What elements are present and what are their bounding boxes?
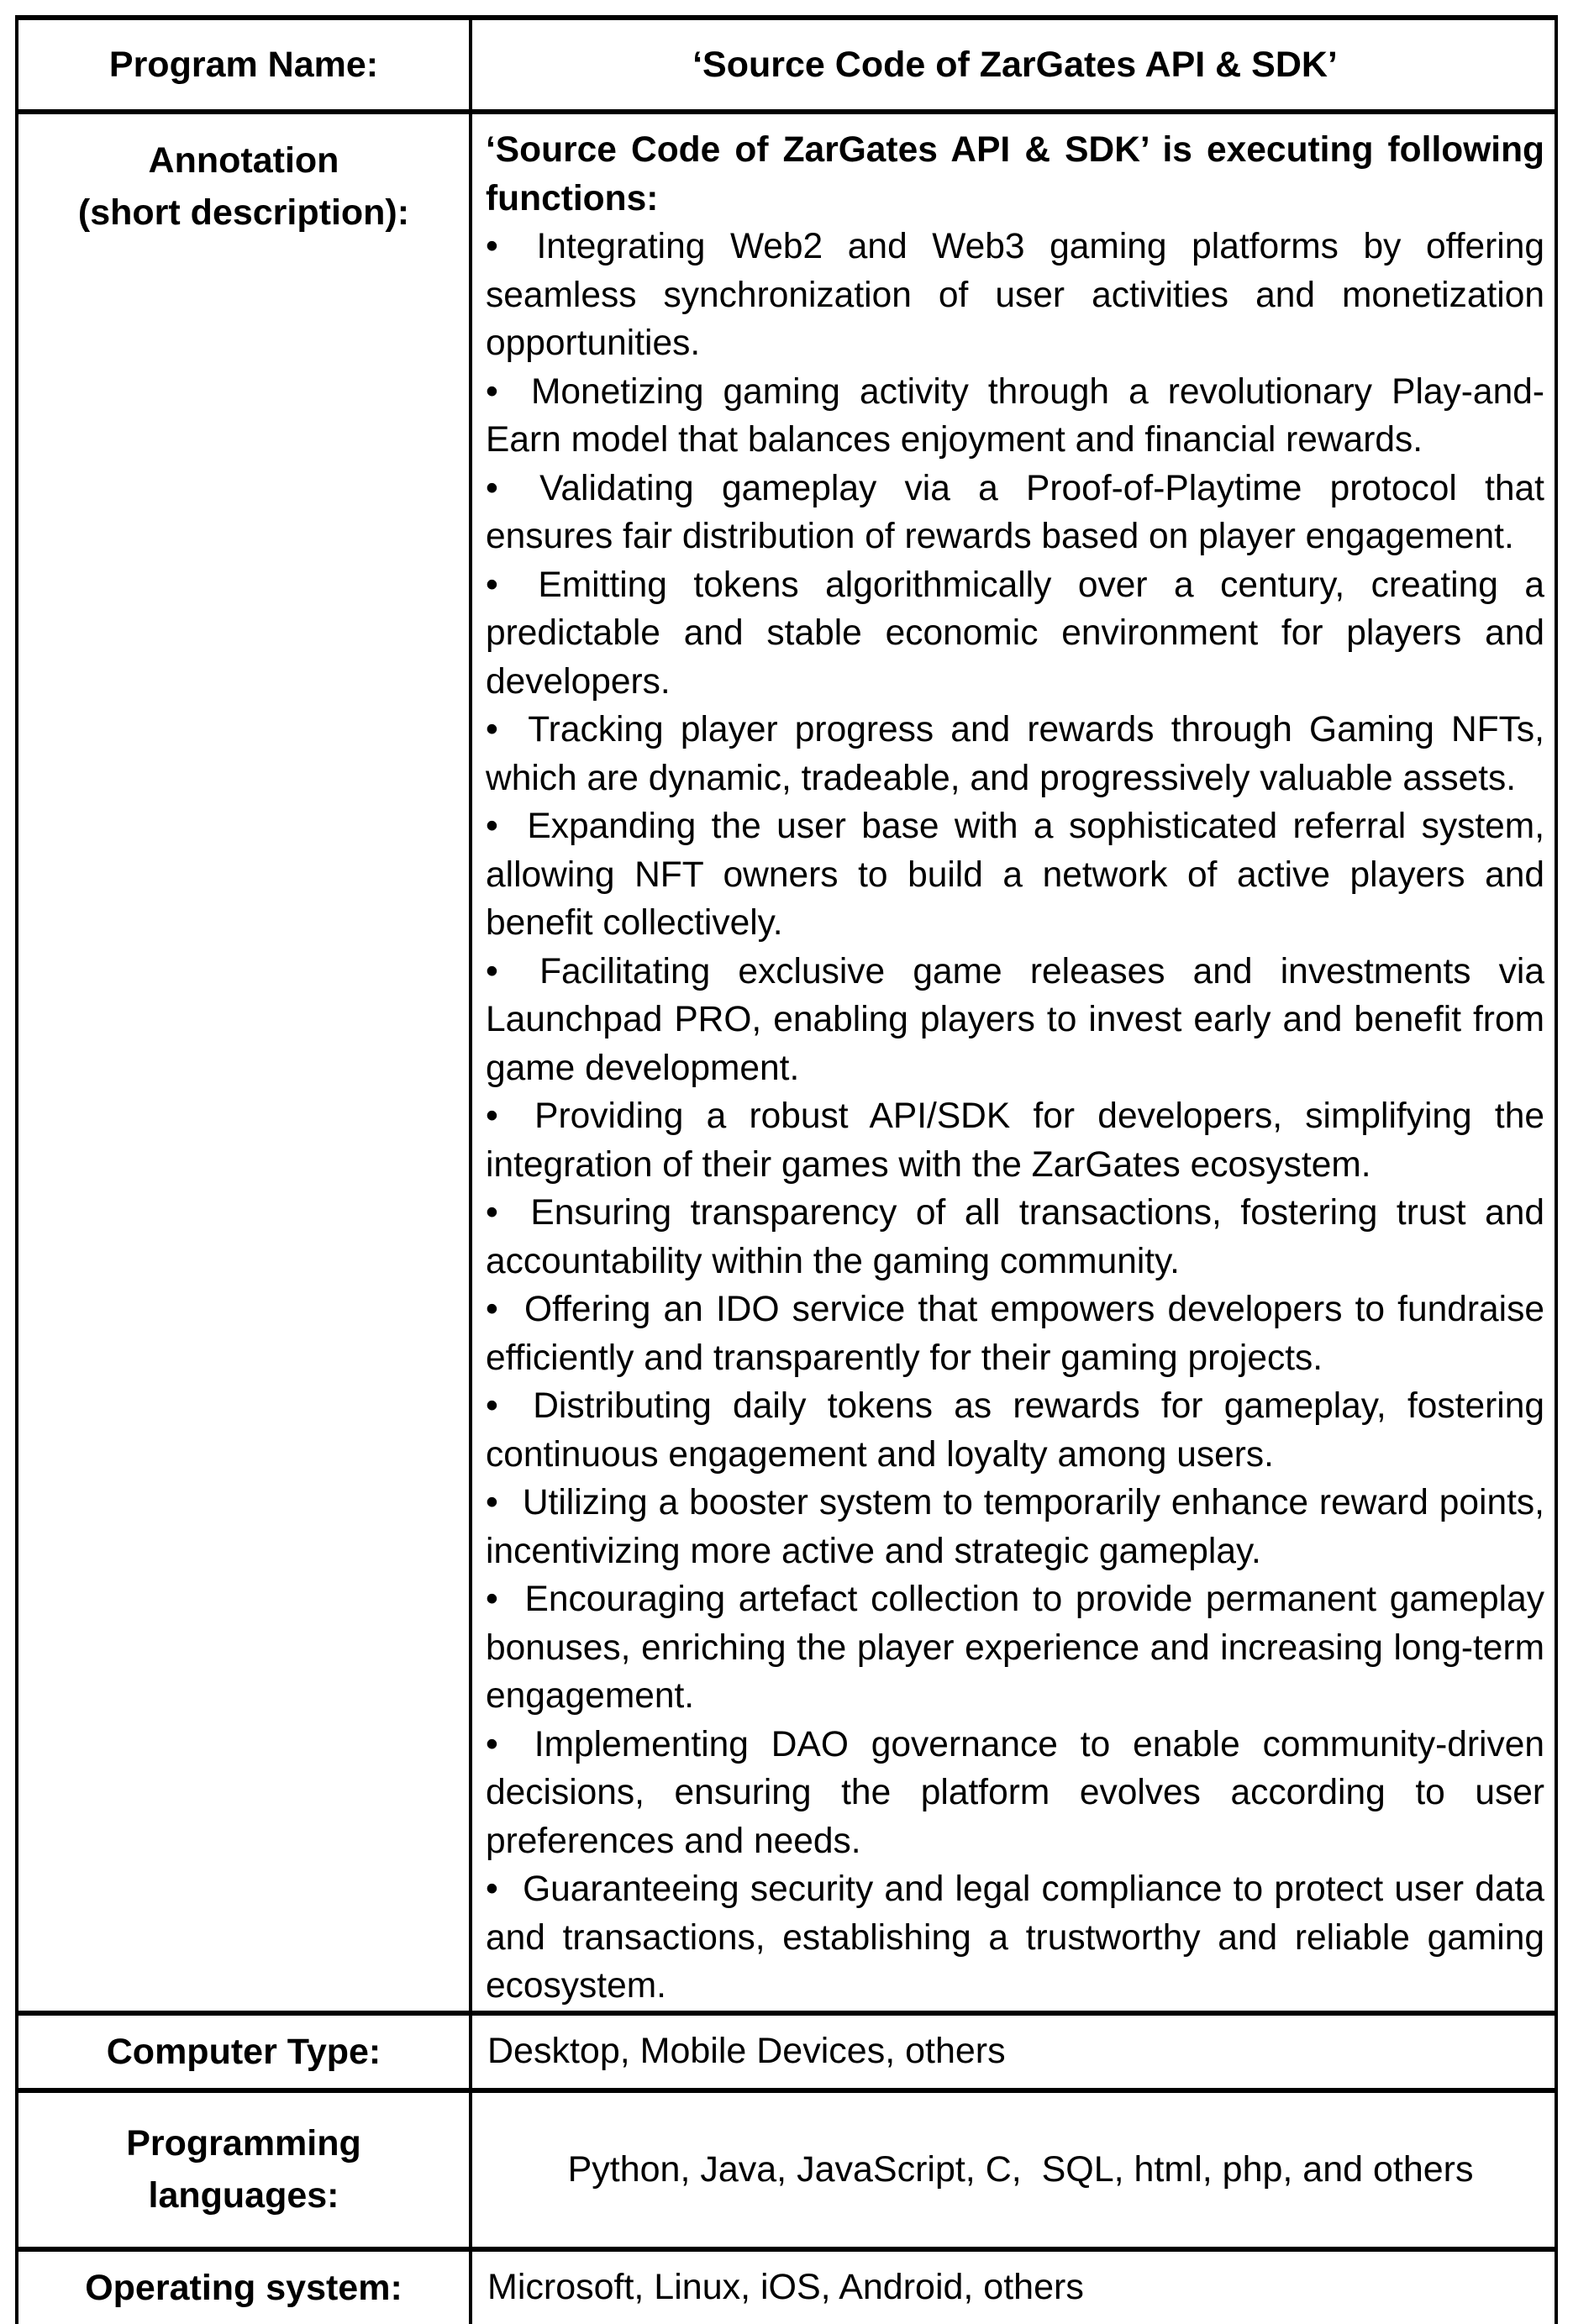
bullet-glyph: • — [486, 227, 498, 266]
computer-type-value-cell — [471, 2013, 1556, 2090]
bullet-glyph: • — [486, 1483, 498, 1522]
bullet-text: Guaranteeing security and legal compliance to protect user data and transactions, establishing a trustworthy and reliable gaming ecosystem. — [486, 1869, 1544, 2006]
bullet-glyph: • — [486, 371, 498, 412]
bullet-text: Providing a robust API/SDK for developers, simplifying the integration of their games with the ZarGates ecosystem. — [486, 1096, 1545, 1185]
bullet-glyph: • — [486, 468, 498, 508]
bullet-text: Monetizing gaming activity through a revolutionary Play-and-Earn model that balances enjoyment and financial rewards. — [486, 371, 1544, 460]
row-annotation — [17, 112, 1556, 2013]
annotation-label-line1: Annotation — [148, 140, 339, 181]
bullet-item — [486, 1286, 1544, 1382]
bullet-item — [486, 1382, 1544, 1479]
program-name-label: Program Name: — [108, 45, 379, 85]
computer-type-label: Computer Type: — [106, 2031, 381, 2072]
programming-languages-value-cell — [471, 2090, 1556, 2249]
bullet-glyph: • — [486, 710, 498, 749]
program-name-value-cell — [471, 18, 1556, 112]
bullet-text: Utilizing a booster system to temporarily enhance reward points, incentivizing more active and strategic gameplay. — [486, 1483, 1544, 1571]
bullet-item — [486, 1721, 1544, 1866]
bullet-glyph: • — [486, 565, 498, 605]
bullet-item — [486, 223, 1544, 368]
bullet-item — [486, 706, 1544, 802]
bullet-glyph: • — [486, 1580, 498, 1619]
operating-system-value-cell — [471, 2249, 1556, 2324]
bullet-text: Integrating Web2 and Web3 gaming platforms by offering seamless synchronization of user activities and monetization opportunities. — [486, 227, 1545, 363]
bullet-text: Distributing daily tokens as rewards for gameplay, fostering continuous engagement and loyalty among users. — [486, 1386, 1544, 1475]
row-program-name — [17, 18, 1556, 112]
programming-languages-label-cell — [17, 2090, 471, 2249]
bullet-text: Encouraging artefact collection to provide permanent gameplay bonuses, enriching the player experience and increasing long-term engagement. — [486, 1580, 1544, 1716]
bullet-item — [486, 802, 1544, 948]
bullet-glyph: • — [486, 1724, 498, 1764]
operating-system-label: Operating system: — [85, 2267, 402, 2308]
operating-system-value: Microsoft, Linux, iOS, Android, others — [487, 2267, 1084, 2307]
computer-type-value: Desktop, Mobile Devices, others — [487, 2031, 1006, 2071]
bullet-glyph: • — [486, 807, 498, 846]
row-computer-type — [17, 2013, 1556, 2090]
bullet-item — [486, 948, 1544, 1093]
programming-languages-label: Programming languages: — [126, 2123, 361, 2216]
bullet-text: Implementing DAO governance to enable community-driven decisions, ensuring the platform evolves according to user preferences and needs. — [486, 1724, 1544, 1861]
bullet-item — [486, 1189, 1544, 1286]
bullet-glyph: • — [486, 1193, 498, 1233]
row-operating-system — [17, 2249, 1556, 2324]
bullet-item — [486, 1865, 1544, 2011]
bullet-glyph: • — [486, 1096, 498, 1136]
row-programming-languages — [17, 2090, 1556, 2249]
bullet-item — [486, 1479, 1544, 1575]
annotation-label-line2: (short description): — [77, 192, 410, 233]
annotation-label-cell — [17, 112, 471, 2013]
bullet-text: Expanding the user base with a sophisticated referral system, allowing NFT owners to build a network of active players and benefit collectively. — [486, 807, 1544, 943]
operating-system-label-cell — [17, 2249, 471, 2324]
bullet-text: Emitting tokens algorithmically over a century, creating a predictable and stable economic environment for players and developers. — [486, 565, 1544, 702]
bullet-item — [486, 561, 1544, 707]
annotation-intro: ‘Source Code of ZarGates API & SDK’ is executing following functions: — [486, 130, 1544, 218]
bullet-text: Facilitating exclusive game releases and investments via Launchpad PRO, enabling players to invest early and benefit from game development. — [486, 951, 1545, 1088]
annotation-value-cell — [471, 112, 1556, 2013]
program-name-label-cell — [17, 18, 471, 112]
program-name-value: ‘Source Code of ZarGates API & SDK’ — [692, 44, 1338, 85]
bullet-text: Tracking player progress and rewards through Gaming NFTs, which are dynamic, tradeable, and progressively valuable assets. — [486, 710, 1544, 798]
bullet-glyph: • — [486, 1386, 498, 1426]
program-spec-table — [15, 15, 1558, 2324]
bullet-glyph: • — [486, 951, 498, 991]
bullet-glyph: • — [486, 1290, 498, 1329]
computer-type-label-cell — [17, 2013, 471, 2090]
bullet-text: Offering an IDO service that empowers developers to fundraise efficiently and transparently for their gaming projects. — [486, 1290, 1544, 1378]
bullet-glyph: • — [486, 1869, 498, 1909]
bullet-item — [486, 465, 1544, 561]
bullet-item — [486, 368, 1544, 465]
bullet-text: Ensuring transparency of all transactions, fostering trust and accountability within the gaming community. — [486, 1193, 1545, 1281]
bullet-text: Validating gameplay via a Proof-of-Playtime protocol that ensures fair distribution of rewards based on player engagement. — [486, 468, 1544, 556]
bullet-item — [486, 1092, 1544, 1189]
programming-languages-value: Python, Java, JavaScript, C, SQL, html, php, and others — [567, 2148, 1474, 2190]
bullet-item — [486, 1575, 1544, 1721]
